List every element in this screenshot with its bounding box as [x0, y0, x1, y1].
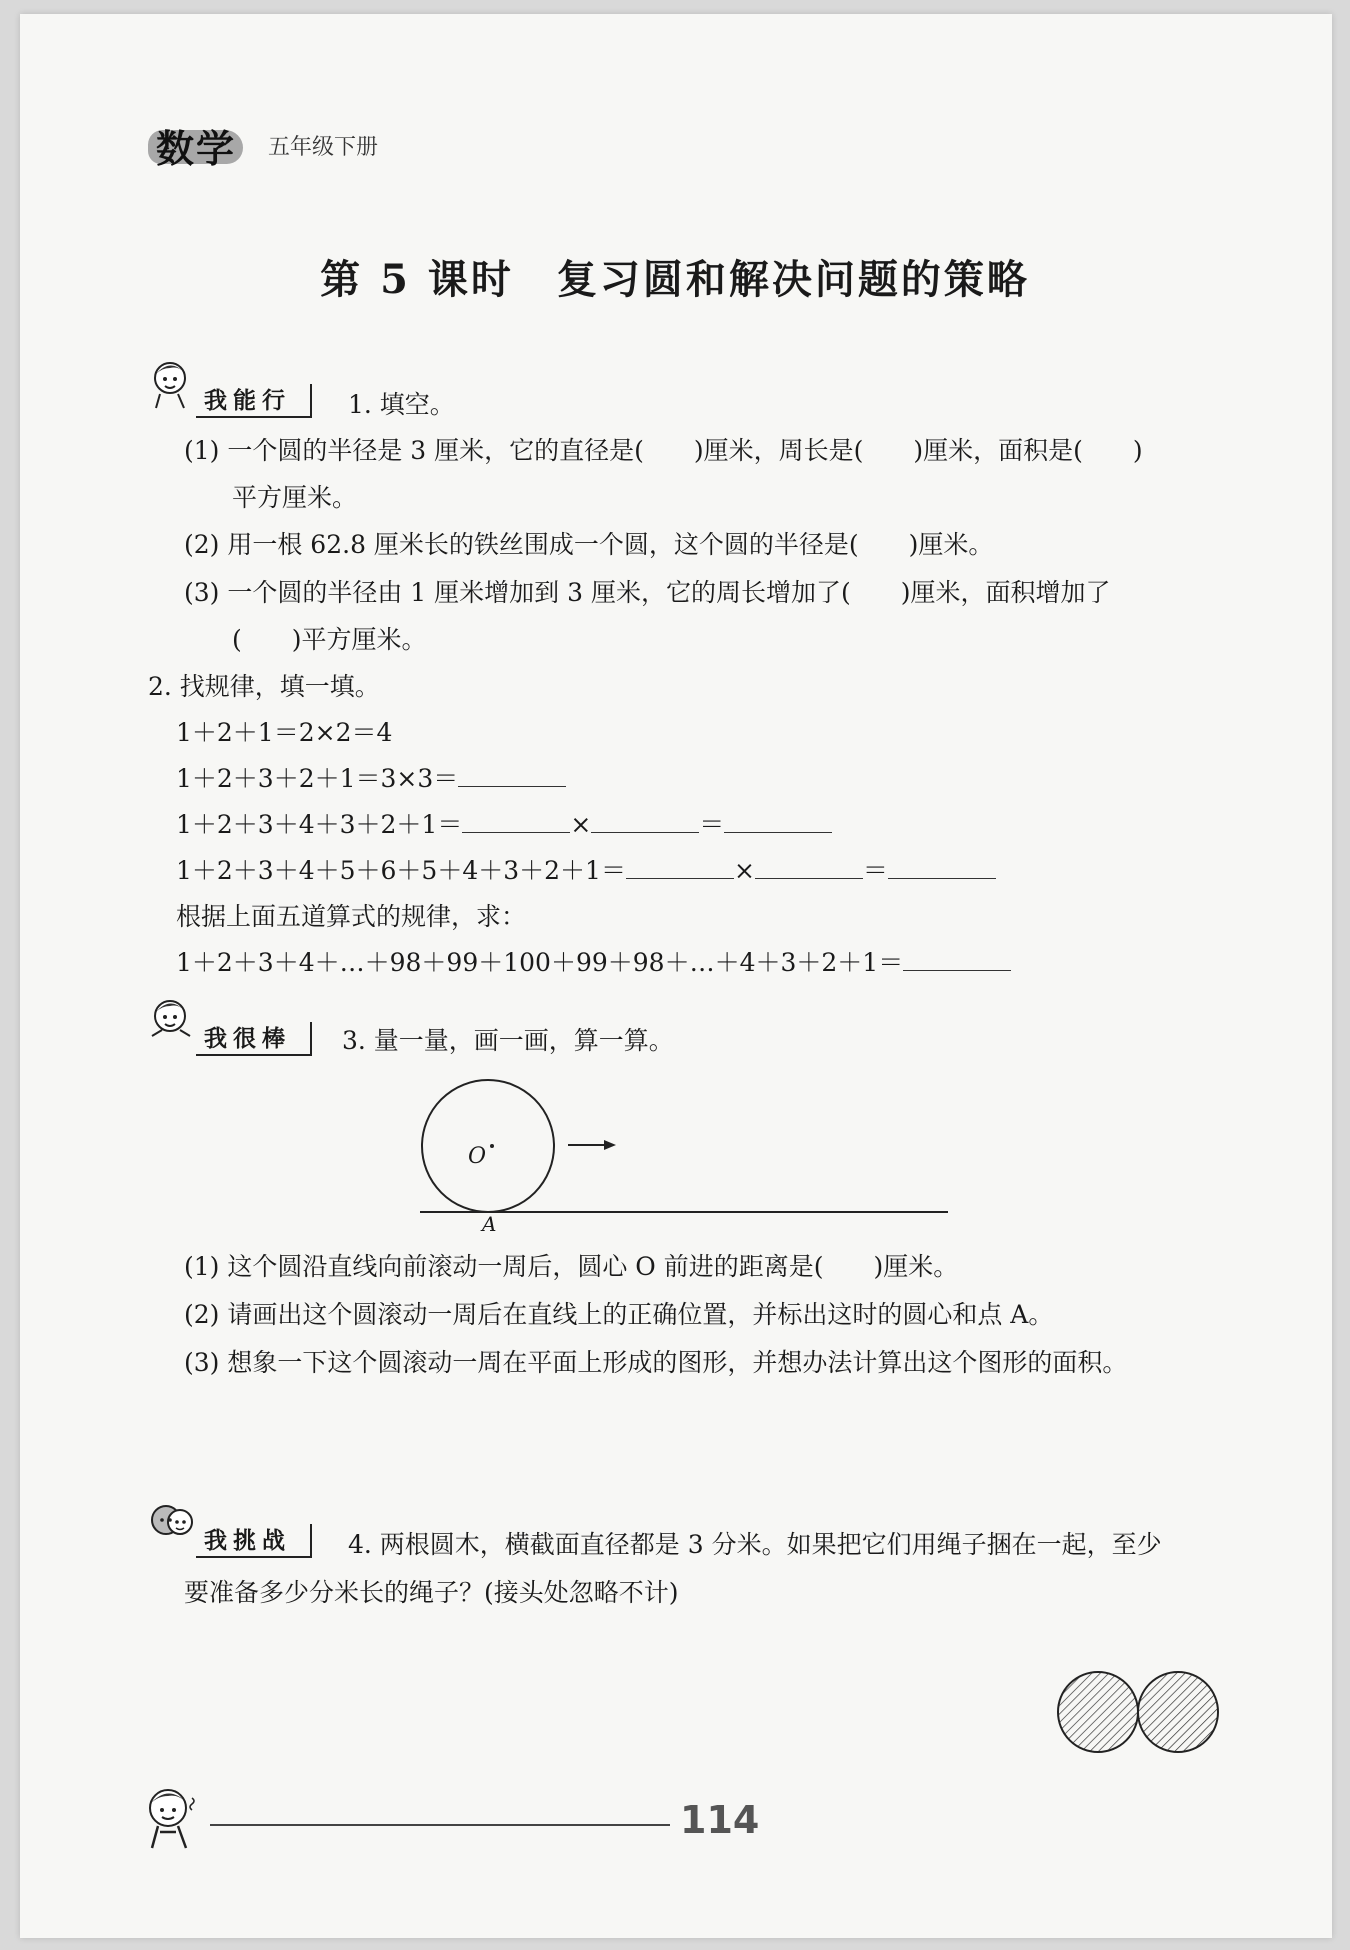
q2-line3-blank2[interactable]: [591, 810, 699, 833]
q2-instruction: 根据上面五道算式的规律，求：: [176, 902, 527, 931]
q2-line3-times: ×: [570, 810, 592, 839]
q3-title: 3. 量一量，画一画，算一算。: [342, 1026, 674, 1055]
q2-line3: [176, 810, 832, 840]
mascot-girl-icon: [148, 996, 196, 1048]
badge-level2: [148, 1020, 318, 1054]
q1-part2: (2) 用一根 62.8 厘米长的铁丝围成一个圆，这个圆的半径是( )厘米。: [184, 530, 994, 559]
q2-line2: [176, 764, 566, 794]
point-label-a: A: [482, 1212, 497, 1236]
q2-line5: [176, 948, 1011, 978]
lesson-title: 第 5 课时 复习圆和解决问题的策略: [320, 256, 1030, 303]
q2-title: 2. 找规律，填一填。: [148, 672, 380, 701]
q1-title: 1. 填空。: [348, 390, 455, 419]
subject-logo: [148, 118, 243, 171]
q2-line3-blank1[interactable]: [462, 810, 570, 833]
q2-line2-expression: 1＋2＋3＋2＋1＝3×3＝: [176, 764, 459, 793]
footer-mascot-icon: [138, 1784, 208, 1858]
badge-level1: [148, 382, 318, 416]
q2-line4-blank1[interactable]: [626, 856, 734, 879]
q2-line4-blank2[interactable]: [755, 856, 863, 879]
q2-line3-expression: 1＋2＋3＋4＋3＋2＋1＝: [176, 810, 463, 839]
circle-center-dot: [490, 1144, 494, 1148]
mascot-kids-icon: [148, 1498, 196, 1550]
badge-level2-label: 我很棒: [196, 1022, 312, 1056]
q2-line5-blank[interactable]: [903, 948, 1011, 971]
two-logs-figure: [1054, 1668, 1224, 1756]
q2-line4-times: ×: [733, 856, 755, 885]
q2-line4-blank3[interactable]: [888, 856, 996, 879]
q3-part2: (2) 请画出这个圆滚动一周后在直线上的正确位置，并标出这时的圆心和点 A。: [184, 1300, 1054, 1329]
q2-line4-equals: ＝: [862, 856, 888, 885]
subject-title: 数学: [156, 127, 237, 171]
mascot-girl-icon: [148, 358, 196, 410]
badge-level3-label: 我挑战: [196, 1524, 312, 1558]
log-cross-section-right: [1138, 1672, 1218, 1752]
log-cross-section-left: [1058, 1672, 1138, 1752]
q2-line3-blank3[interactable]: [724, 810, 832, 833]
q1-part1-line1: (1) 一个圆的半径是 3 厘米，它的直径是( )厘米，周长是( )厘米，面积是( ): [184, 436, 1143, 465]
q2-line4-expression: 1＋2＋3＋4＋5＋6＋5＋4＋3＋2＋1＝: [176, 856, 626, 885]
circle-o: [422, 1080, 554, 1212]
badge-level1-label: 我能行: [196, 384, 312, 418]
center-label-o: O: [468, 1144, 487, 1169]
q1-part1-line2: 平方厘米。: [232, 483, 358, 512]
direction-arrow-icon: [604, 1140, 616, 1150]
q2-line2-blank[interactable]: [458, 764, 566, 787]
q4-line1: 4. 两根圆木，横截面直径都是 3 分米。如果把它们用绳子捆在一起，至少: [348, 1530, 1162, 1559]
footer-rule: [210, 1824, 670, 1826]
q2-line5-expression: 1＋2＋3＋4＋…＋98＋99＋100＋99＋98＋…＋4＋3＋2＋1＝: [176, 948, 904, 977]
q3-part1: (1) 这个圆沿直线向前滚动一周后，圆心 O 前进的距离是( )厘米。: [184, 1252, 959, 1281]
q1-part3-line1: (3) 一个圆的半径由 1 厘米增加到 3 厘米，它的周长增加了( )厘米，面积增加了: [184, 578, 1111, 607]
grade-label: 五年级下册: [268, 135, 379, 160]
q2-line1: 1＋2＋1＝2×2＝4: [176, 718, 393, 747]
q4-line2: 要准备多少分米长的绳子？(接头处忽略不计): [184, 1578, 679, 1607]
page-number: 114: [680, 1798, 760, 1842]
q2-line3-equals: ＝: [699, 810, 725, 839]
q1-part3-line2: ( )平方厘米。: [232, 625, 427, 654]
badge-level3: [148, 1522, 318, 1556]
q3-part3: (3) 想象一下这个圆滚动一周在平面上形成的图形，并想办法计算出这个图形的面积。: [184, 1348, 1128, 1377]
q2-line4: [176, 856, 996, 886]
